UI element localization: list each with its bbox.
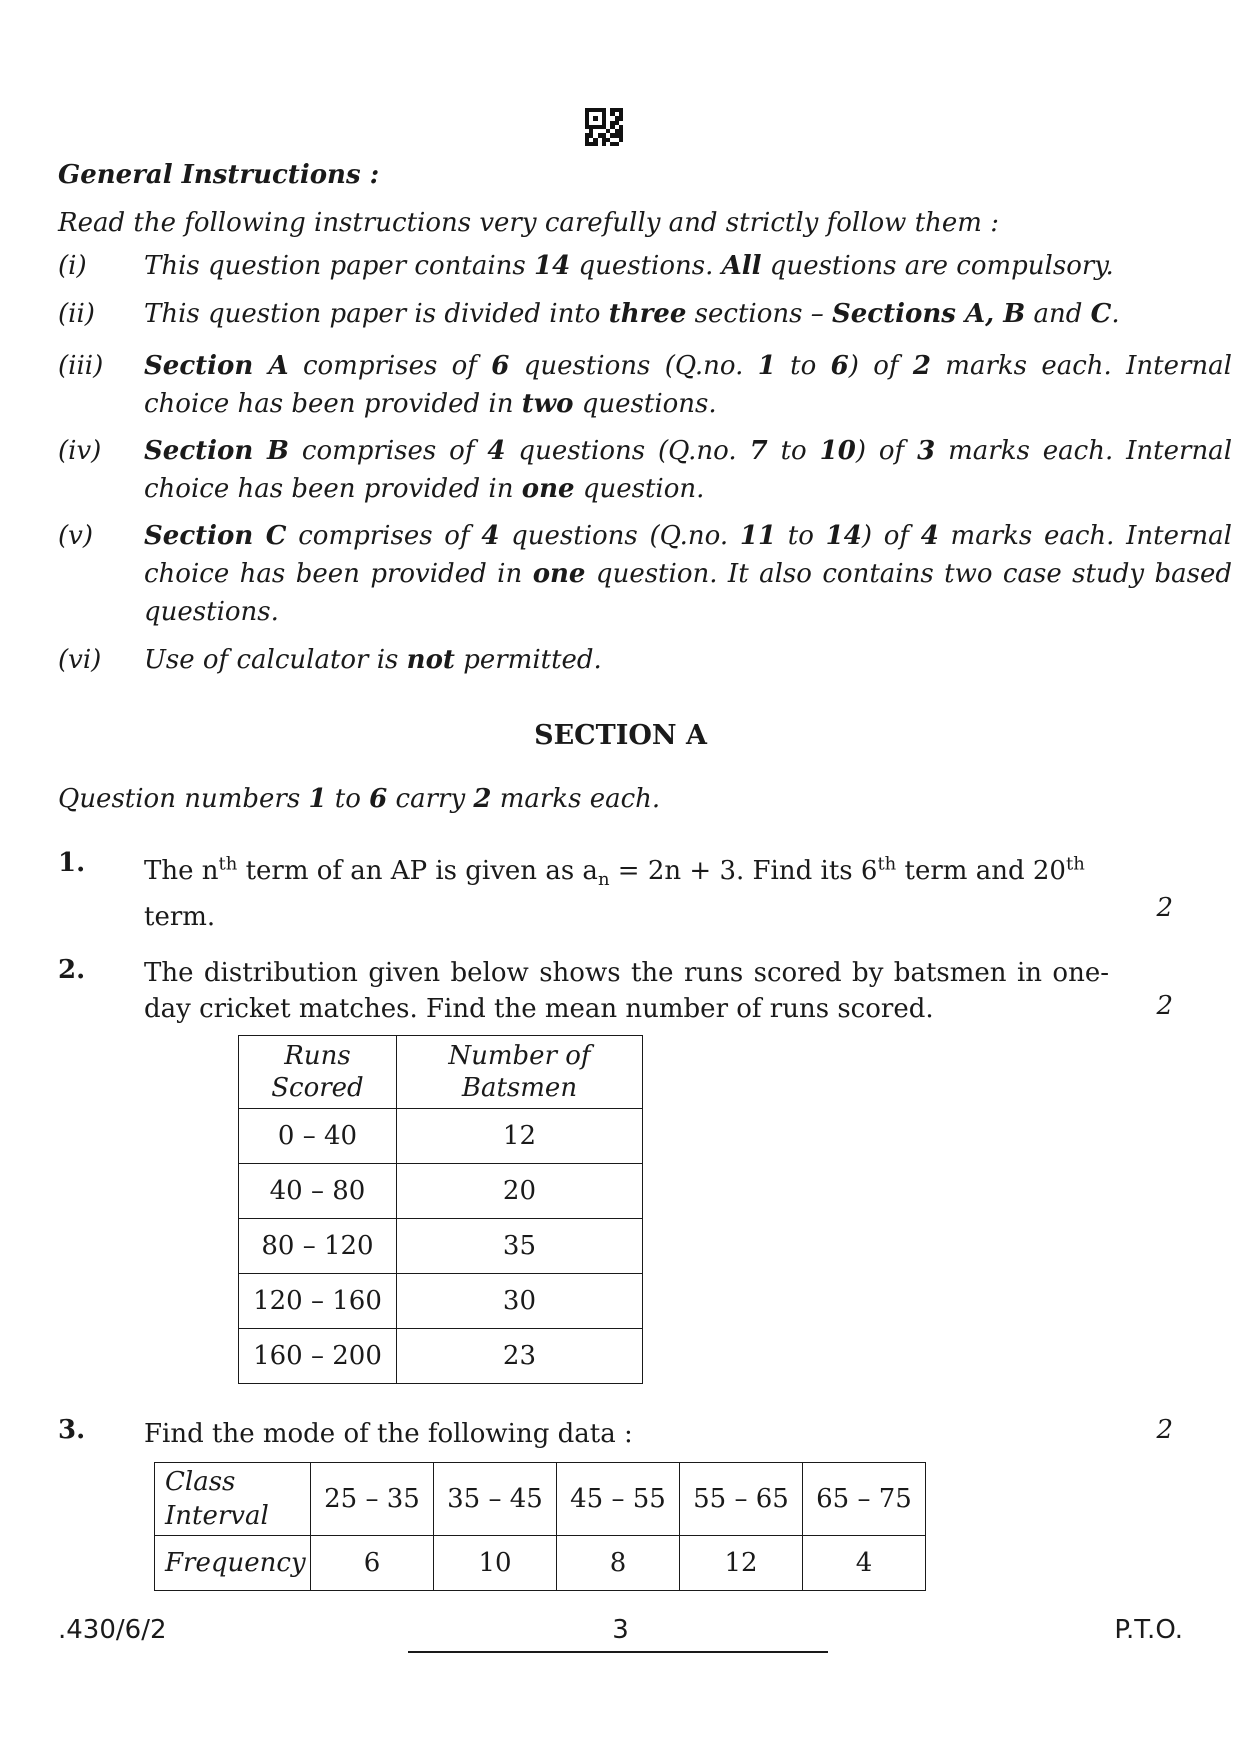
section-a-title: SECTION A — [534, 720, 707, 751]
question-text: Find the mode of the following data : — [144, 1419, 633, 1449]
instruction-number: (ii) — [58, 299, 95, 329]
table-row: 80 – 120 35 — [239, 1219, 643, 1274]
qr-code — [585, 108, 623, 146]
page-number: 3 — [612, 1615, 629, 1645]
table-row: Class Interval 25 – 35 35 – 45 45 – 55 55 – 65 65 – 75 — [155, 1463, 926, 1536]
question-text: The $n^{th}$ term of an AP is given as $a_n = 2n + 3$. Find its 6th term and 20th term. — [144, 853, 1085, 932]
table-row: Frequency 6 10 8 12 4 — [155, 1536, 926, 1591]
question-number: 3. — [58, 1415, 86, 1445]
runs-table — [238, 1035, 643, 1384]
question-number: 2. — [58, 955, 86, 985]
section-a-intro: Question numbers 1 to 6 carry 2 marks each. — [58, 784, 661, 814]
mode-table — [154, 1462, 926, 1591]
footer-divider — [408, 1651, 828, 1653]
table-row: 0 – 40 12 — [239, 1109, 643, 1164]
question-marks: 2 — [1156, 1415, 1173, 1445]
table-row: 160 – 200 23 — [239, 1329, 643, 1384]
question-marks: 2 — [1156, 893, 1173, 923]
question-marks: 2 — [1156, 991, 1173, 1021]
table-row: 120 – 160 30 — [239, 1274, 643, 1329]
question-text: The distribution given below shows the runs scored by batsmen in one-day cricket matches. Find the mean number of runs scored. — [144, 958, 1109, 1024]
row-label-class-interval: Class Interval — [155, 1463, 311, 1536]
instruction-number: (iv) — [58, 436, 102, 466]
table-header: Runs Scored — [239, 1036, 397, 1109]
pto-label: P.T.O. — [1114, 1615, 1183, 1645]
table-header: Number of Batsmen — [396, 1036, 642, 1109]
instruction-number: (vi) — [58, 645, 102, 675]
instruction-number: (i) — [58, 251, 87, 281]
instructions-intro: Read the following instructions very carefully and strictly follow them : — [58, 208, 999, 238]
general-instructions-heading: General Instructions : — [58, 160, 380, 190]
table-row: 40 – 80 20 — [239, 1164, 643, 1219]
paper-code: .430/6/2 — [58, 1615, 167, 1645]
question-number: 1. — [58, 848, 86, 878]
instruction-number: (v) — [58, 521, 93, 551]
instruction-number: (iii) — [58, 351, 104, 381]
row-label-frequency: Frequency — [155, 1536, 311, 1591]
